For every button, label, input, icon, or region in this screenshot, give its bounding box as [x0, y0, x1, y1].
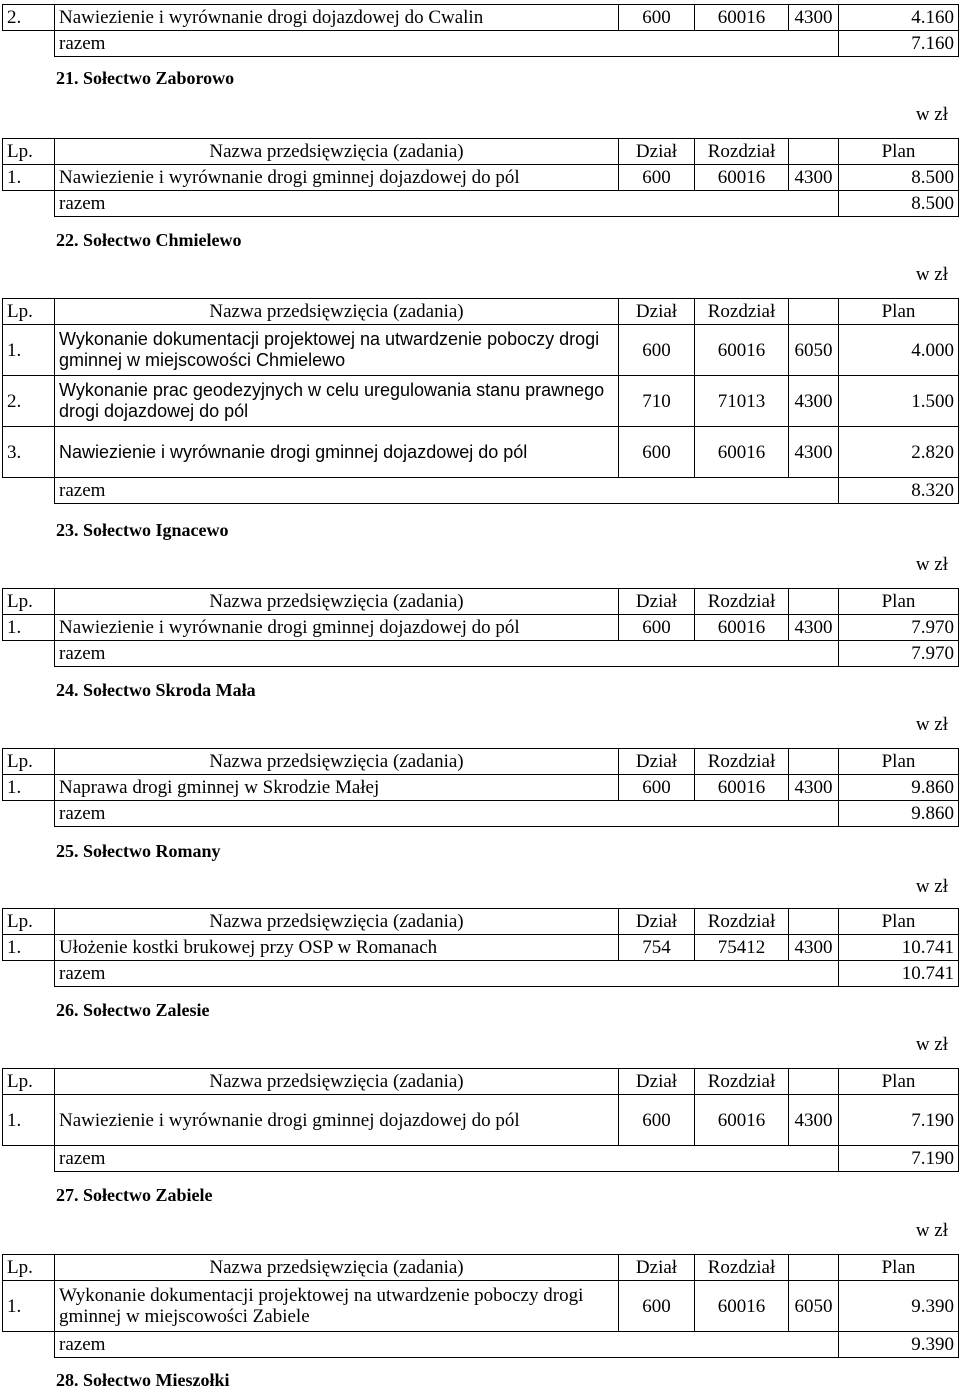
units-label: w zł [915, 264, 948, 285]
cell-razem-label: razem [55, 478, 839, 504]
cell-dzial: 600 [619, 775, 695, 801]
col-header-dzial: Dział [619, 589, 695, 615]
cell-plan: 7.970 [839, 615, 959, 641]
total-row [3, 31, 959, 57]
table-solectwo-26 [2, 1068, 959, 1172]
col-header-paragraf [789, 299, 839, 325]
cell-plan: 8.500 [839, 165, 959, 191]
col-header-dzial: Dział [619, 1255, 695, 1281]
cell-plan: 10.741 [839, 935, 959, 961]
table-solectwo-23 [2, 588, 959, 667]
table-row [3, 5, 959, 31]
cell-razem-value: 7.970 [839, 641, 959, 667]
cell-lp: 1. [3, 615, 55, 641]
cell-dzial: 600 [619, 1095, 695, 1146]
section-heading: 26. Sołectwo Zalesie [56, 1000, 210, 1020]
header-row [3, 1255, 959, 1281]
col-header-rozdzial: Rozdział [695, 299, 789, 325]
cell-rozdzial: 60016 [695, 615, 789, 641]
col-header-lp: Lp. [3, 749, 55, 775]
cell-paragraf: 6050 [789, 1281, 839, 1332]
col-header-rozdzial: Rozdział [695, 139, 789, 165]
cell-rozdzial: 60016 [695, 1281, 789, 1332]
col-header-name: Nazwa przedsięwzięcia (zadania) [55, 589, 619, 615]
cell-dzial: 600 [619, 427, 695, 478]
col-header-rozdzial: Rozdział [695, 909, 789, 935]
section-heading: 24. Sołectwo Skroda Mała [56, 680, 256, 700]
units-label: w zł [915, 714, 948, 735]
cell-razem-value: 10.741 [839, 961, 959, 987]
col-header-paragraf [789, 1069, 839, 1095]
col-header-name: Nazwa przedsięwzięcia (zadania) [55, 749, 619, 775]
table-row [3, 1281, 959, 1332]
table-solectwo-21 [2, 138, 959, 217]
cell-lp: 1. [3, 165, 55, 191]
header-row [3, 299, 959, 325]
total-row [3, 1332, 959, 1358]
col-header-plan: Plan [839, 589, 959, 615]
cell-rozdzial: 60016 [695, 775, 789, 801]
col-header-name: Nazwa przedsięwzięcia (zadania) [55, 139, 619, 165]
cell-plan: 2.820 [839, 427, 959, 478]
cell-razem-value: 9.860 [839, 801, 959, 827]
header-row [3, 589, 959, 615]
table-solectwo-27 [2, 1254, 959, 1358]
table-row [3, 775, 959, 801]
cell-name: Nawiezienie i wyrównanie drogi dojazdowej do Cwalin [55, 5, 619, 31]
col-header-dzial: Dział [619, 139, 695, 165]
cell-name: Nawiezienie i wyrównanie drogi gminnej dojazdowej do pól [55, 165, 619, 191]
cell-razem-label: razem [55, 191, 839, 217]
cell-lp: 1. [3, 775, 55, 801]
col-header-rozdzial: Rozdział [695, 1069, 789, 1095]
col-header-rozdzial: Rozdział [695, 589, 789, 615]
cell-plan: 4.000 [839, 325, 959, 376]
cell-plan: 4.160 [839, 5, 959, 31]
section-heading: 22. Sołectwo Chmielewo [56, 230, 242, 250]
cell-rozdzial: 60016 [695, 427, 789, 478]
header-row [3, 909, 959, 935]
total-row [3, 801, 959, 827]
header-row [3, 1069, 959, 1095]
cell-razem-value: 7.190 [839, 1146, 959, 1172]
cell-razem-label: razem [55, 1146, 839, 1172]
cell-rozdzial: 60016 [695, 5, 789, 31]
cell-name: Nawiezienie i wyrównanie drogi gminnej dojazdowej do pól [55, 615, 619, 641]
cell-razem-value: 7.160 [839, 31, 959, 57]
cell-dzial: 600 [619, 1281, 695, 1332]
cell-paragraf: 4300 [789, 935, 839, 961]
cell-name: Nawiezienie i wyrównanie drogi gminnej dojazdowej do pól [55, 1095, 619, 1146]
col-header-name: Nazwa przedsięwzięcia (zadania) [55, 299, 619, 325]
col-header-rozdzial: Rozdział [695, 749, 789, 775]
section-heading: 25. Sołectwo Romany [56, 841, 221, 861]
section-heading: 28. Sołectwo Mieszołki [56, 1370, 230, 1390]
col-header-paragraf [789, 909, 839, 935]
cell-plan: 9.390 [839, 1281, 959, 1332]
col-header-dzial: Dział [619, 749, 695, 775]
total-row [3, 191, 959, 217]
table-row [3, 376, 959, 427]
col-header-lp: Lp. [3, 1255, 55, 1281]
col-header-rozdzial: Rozdział [695, 1255, 789, 1281]
col-header-plan: Plan [839, 749, 959, 775]
col-header-paragraf [789, 1255, 839, 1281]
cell-plan: 1.500 [839, 376, 959, 427]
cell-paragraf: 4300 [789, 376, 839, 427]
cell-razem-value: 9.390 [839, 1332, 959, 1358]
table-row [3, 325, 959, 376]
table-row [3, 615, 959, 641]
cell-razem-value: 8.500 [839, 191, 959, 217]
col-header-dzial: Dział [619, 299, 695, 325]
cell-rozdzial: 60016 [695, 165, 789, 191]
table-solectwo-22 [2, 298, 959, 504]
cell-dzial: 710 [619, 376, 695, 427]
units-label: w zł [915, 876, 948, 897]
cell-paragraf: 4300 [789, 5, 839, 31]
col-header-lp: Lp. [3, 909, 55, 935]
cell-paragraf: 4300 [789, 165, 839, 191]
col-header-plan: Plan [839, 1069, 959, 1095]
total-row [3, 478, 959, 504]
units-label: w zł [915, 1220, 948, 1241]
table-row [3, 165, 959, 191]
col-header-plan: Plan [839, 1255, 959, 1281]
col-header-name: Nazwa przedsięwzięcia (zadania) [55, 1255, 619, 1281]
col-header-dzial: Dział [619, 1069, 695, 1095]
cell-lp: 1. [3, 1281, 55, 1332]
cell-name: Wykonanie dokumentacji projektowej na utwardzenie poboczy drogi gminnej w miejscowości Zabiele [55, 1281, 619, 1332]
units-label: w zł [915, 1034, 948, 1055]
cell-lp: 1. [3, 325, 55, 376]
units-label: w zł [915, 554, 948, 575]
col-header-plan: Plan [839, 909, 959, 935]
header-row [3, 749, 959, 775]
cell-razem-label: razem [55, 1332, 839, 1358]
total-row [3, 961, 959, 987]
cell-plan: 7.190 [839, 1095, 959, 1146]
cell-razem-label: razem [55, 31, 839, 57]
cell-name: Wykonanie dokumentacji projektowej na utwardzenie poboczy drogi gminnej w miejscowości Chmielewo [55, 325, 619, 376]
header-row [3, 139, 959, 165]
cell-dzial: 600 [619, 165, 695, 191]
col-header-paragraf [789, 139, 839, 165]
col-header-lp: Lp. [3, 589, 55, 615]
table-solectwo-24 [2, 748, 959, 827]
table-solectwo-20 [2, 4, 959, 57]
cell-paragraf: 4300 [789, 615, 839, 641]
table-row [3, 1095, 959, 1146]
cell-rozdzial: 75412 [695, 935, 789, 961]
cell-plan: 9.860 [839, 775, 959, 801]
cell-paragraf: 4300 [789, 1095, 839, 1146]
table-solectwo-25 [2, 908, 959, 987]
cell-lp: 1. [3, 1095, 55, 1146]
col-header-paragraf [789, 749, 839, 775]
cell-name: Naprawa drogi gminnej w Skrodzie Małej [55, 775, 619, 801]
cell-razem-label: razem [55, 961, 839, 987]
cell-name: Ułożenie kostki brukowej przy OSP w Romanach [55, 935, 619, 961]
cell-razem-value: 8.320 [839, 478, 959, 504]
section-heading: 21. Sołectwo Zaborowo [56, 68, 235, 88]
cell-razem-label: razem [55, 801, 839, 827]
table-row [3, 427, 959, 478]
units-label: w zł [915, 104, 948, 125]
cell-dzial: 754 [619, 935, 695, 961]
cell-paragraf: 4300 [789, 775, 839, 801]
cell-paragraf: 6050 [789, 325, 839, 376]
cell-lp: 2. [3, 376, 55, 427]
cell-lp: 1. [3, 935, 55, 961]
cell-paragraf: 4300 [789, 427, 839, 478]
cell-rozdzial: 60016 [695, 325, 789, 376]
cell-lp: 2. [3, 5, 55, 31]
total-row [3, 1146, 959, 1172]
cell-rozdzial: 60016 [695, 1095, 789, 1146]
col-header-plan: Plan [839, 139, 959, 165]
col-header-lp: Lp. [3, 299, 55, 325]
cell-dzial: 600 [619, 325, 695, 376]
col-header-lp: Lp. [3, 139, 55, 165]
section-heading: 23. Sołectwo Ignacewo [56, 520, 229, 540]
cell-razem-label: razem [55, 641, 839, 667]
col-header-name: Nazwa przedsięwzięcia (zadania) [55, 909, 619, 935]
total-row [3, 641, 959, 667]
col-header-paragraf [789, 589, 839, 615]
cell-rozdzial: 71013 [695, 376, 789, 427]
cell-dzial: 600 [619, 615, 695, 641]
cell-name: Nawiezienie i wyrównanie drogi gminnej dojazdowej do pól [55, 427, 619, 478]
cell-lp: 3. [3, 427, 55, 478]
col-header-name: Nazwa przedsięwzięcia (zadania) [55, 1069, 619, 1095]
table-row [3, 935, 959, 961]
section-heading: 27. Sołectwo Zabiele [56, 1185, 213, 1205]
col-header-dzial: Dział [619, 909, 695, 935]
col-header-lp: Lp. [3, 1069, 55, 1095]
cell-dzial: 600 [619, 5, 695, 31]
cell-name: Wykonanie prac geodezyjnych w celu uregulowania stanu prawnego drogi dojazdowej do pól [55, 376, 619, 427]
col-header-plan: Plan [839, 299, 959, 325]
